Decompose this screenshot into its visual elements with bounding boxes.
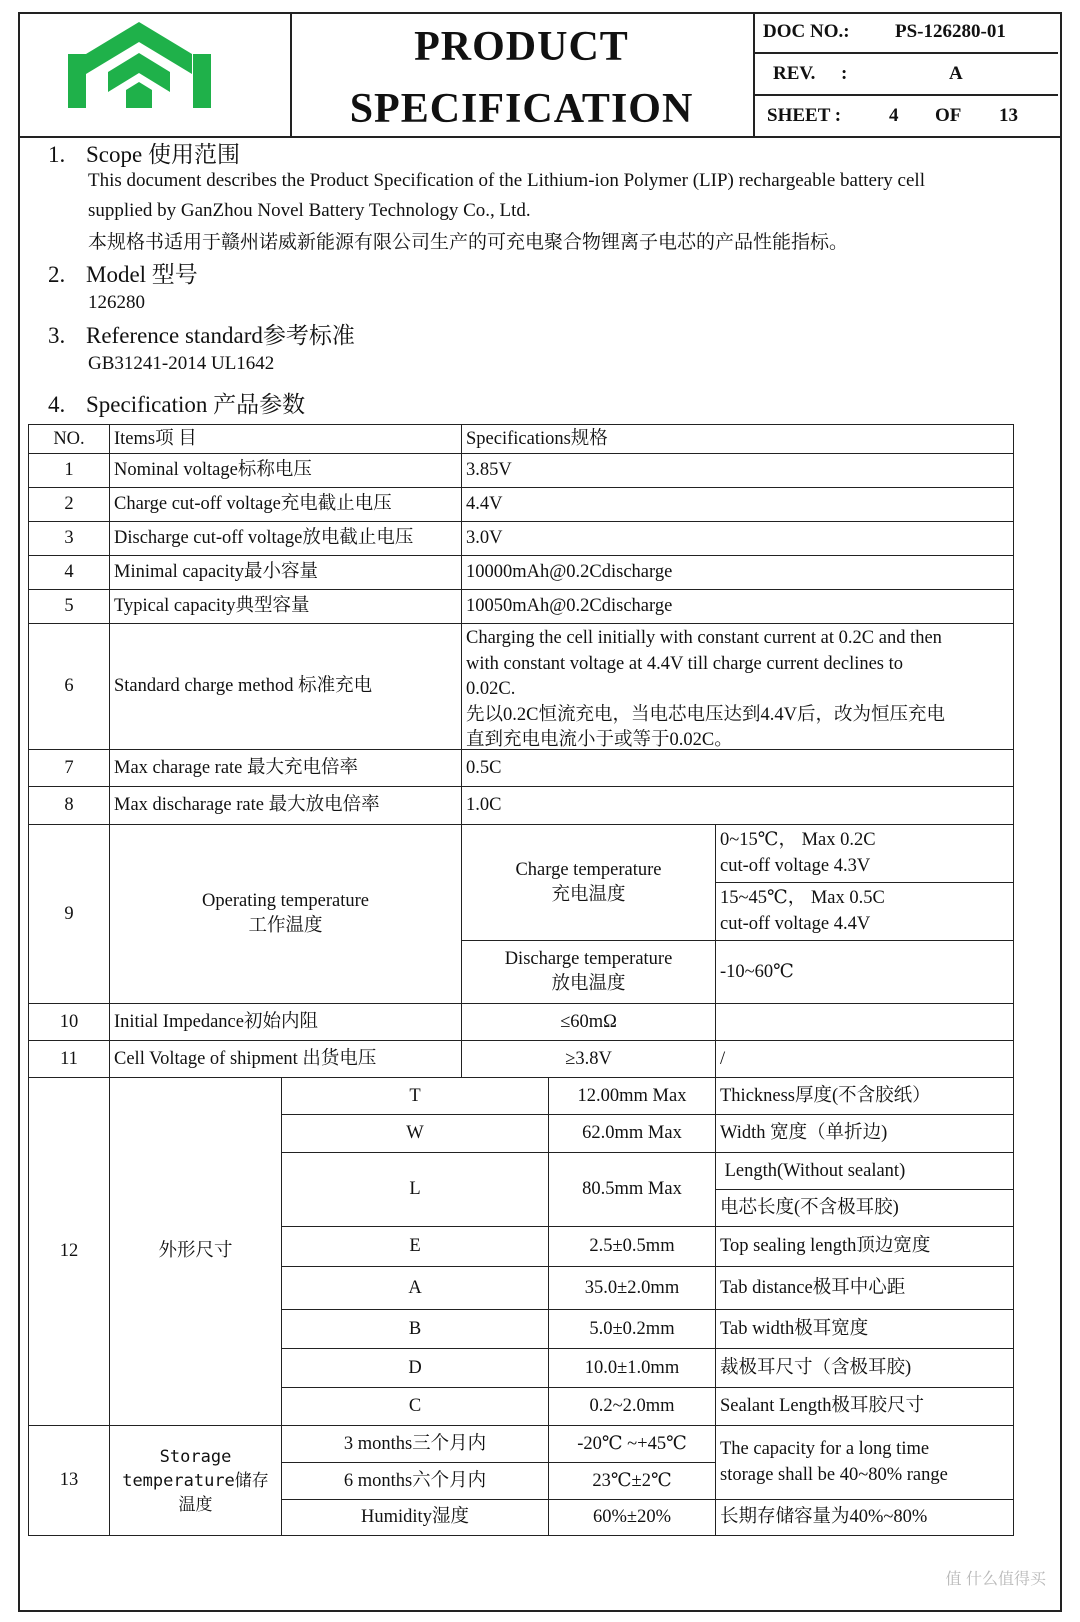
row-4-spec: 10000mAh@0.2Cdischarge — [461, 555, 1014, 590]
dimension-desc: Width 宽度（单折边) — [715, 1114, 1014, 1153]
row-6-spec-line: 直到充电电流小于或等于0.02C。 — [466, 730, 733, 750]
sheet-row — [753, 96, 1058, 136]
storage-note-line: storage shall be 40~80% range — [720, 1465, 948, 1485]
row-8-item: Max discharage rate 最大放电倍率 — [109, 786, 462, 825]
storage-value: -20℃ ~+45℃ — [548, 1425, 716, 1463]
row-4-item: Minimal capacity最小容量 — [109, 555, 462, 590]
row-11-note: / — [715, 1040, 1014, 1078]
row-10-item: Initial Impedance初始内阻 — [109, 1003, 462, 1041]
row-13-item-line: Storage — [159, 1446, 232, 1467]
charge-range-1 — [715, 824, 1014, 883]
scope-text-1: This document describes the Product Specification of the Lithium-ion Polymer (LIP) rechargeable battery cell — [88, 170, 925, 191]
section-2-heading — [48, 256, 198, 289]
charge-temperature-en: Charge temperature — [515, 859, 662, 880]
row-9-item-cn: 工作温度 — [248, 916, 323, 936]
discharge-temperature-value: -10~60℃ — [715, 940, 1014, 1004]
row-5-no: 5 — [28, 589, 110, 624]
section-number: 3. — [48, 323, 66, 348]
dimension-desc: Tab width极耳宽度 — [715, 1309, 1014, 1349]
storage-note-cn: 长期存储容量为40%~80% — [715, 1499, 1014, 1536]
row-12-item: 外形尺寸 — [109, 1077, 282, 1426]
discharge-temperature-en: Discharge temperature — [504, 949, 673, 969]
rev-colon: : — [841, 63, 848, 84]
doc-no-row — [753, 12, 1058, 54]
dimension-value: 80.5mm Max — [548, 1152, 716, 1227]
section-4-heading — [48, 386, 305, 419]
row-3-no: 3 — [28, 521, 110, 556]
dimension-symbol: A — [281, 1266, 549, 1310]
storage-note — [715, 1425, 1014, 1500]
dimension-value: 5.0±0.2mm — [548, 1309, 716, 1349]
row-6-spec — [461, 623, 1014, 750]
dimension-symbol: L — [281, 1152, 549, 1227]
row-1-spec: 3.85V — [461, 453, 1014, 488]
dimension-symbol: T — [281, 1077, 549, 1115]
table-header-items: Items项 目 — [109, 424, 462, 454]
row-6-spec-line: with constant voltage at 4.4V till charge current declines to — [466, 653, 904, 674]
sheet-of: OF — [935, 105, 962, 126]
dimension-value: 35.0±2.0mm — [548, 1266, 716, 1310]
row-9-item-en: Operating temperature — [202, 891, 369, 911]
storage-value: 60%±20% — [548, 1499, 716, 1536]
row-13-item-line: 温度 — [178, 1494, 213, 1515]
row-5-item: Typical capacity典型容量 — [109, 589, 462, 624]
dimension-desc: Sealant Length极耳胶尺寸 — [715, 1387, 1014, 1426]
row-6-spec-line: 先以0.2C恒流充电，当电芯电压达到4.4V后，改为恒压充电 — [466, 704, 945, 725]
row-7-no: 7 — [28, 749, 110, 787]
rev-value: A — [949, 63, 963, 84]
company-logo — [18, 12, 290, 136]
doc-no-value: PS-126280-01 — [895, 21, 1006, 42]
standard-text: GB31241-2014 UL1642 — [88, 353, 275, 374]
discharge-temperature-cn: 放电温度 — [551, 974, 626, 994]
charge-temperature-cn: 充电温度 — [551, 884, 626, 905]
row-8-no: 8 — [28, 786, 110, 825]
row-13-item — [109, 1425, 282, 1536]
row-6-item: Standard charge method 标准充电 — [109, 623, 462, 750]
row-1-no: 1 — [28, 453, 110, 488]
row-3-item: Discharge cut-off voltage放电截止电压 — [109, 521, 462, 556]
row-6-spec-line: Charging the cell initially with constant current at 0.2C and then — [466, 628, 942, 648]
storage-condition: 6 months六个月内 — [281, 1462, 549, 1500]
dimension-symbol: B — [281, 1309, 549, 1349]
discharge-temperature-label — [461, 940, 716, 1004]
scope-text-2: supplied by GanZhou Novel Battery Technology Co., Ltd. — [88, 200, 531, 221]
logo-cell — [18, 12, 292, 136]
section-number: 2. — [48, 262, 66, 287]
sheet-label: SHEET : — [767, 105, 842, 126]
row-9-item — [109, 824, 462, 1004]
row-7-spec: 0.5C — [461, 749, 1014, 787]
storage-condition: 3 months三个月内 — [281, 1425, 549, 1463]
row-7-item: Max charage rate 最大充电倍率 — [109, 749, 462, 787]
dimension-desc: Top sealing length顶边宽度 — [715, 1226, 1014, 1267]
watermark: 值 什么值得买 — [945, 1571, 1046, 1588]
dimension-value: 12.00mm Max — [548, 1077, 716, 1115]
dimension-value: 0.2~2.0mm — [548, 1387, 716, 1426]
title-line-1: PRODUCT — [414, 24, 629, 70]
charge-range-2-b: cut-off voltage 4.4V — [720, 914, 871, 934]
row-11-no: 11 — [28, 1040, 110, 1078]
dimension-symbol: W — [281, 1114, 549, 1153]
doc-info-cell — [753, 12, 1058, 136]
section-number: 4. — [48, 392, 66, 417]
dimension-value: 62.0mm Max — [548, 1114, 716, 1153]
charge-range-1-a: 0~15℃， Max 0.2C — [720, 830, 876, 850]
row-2-item: Charge cut-off voltage充电截止电压 — [109, 487, 462, 522]
table-header-spec: Specifications规格 — [461, 424, 1014, 454]
dimension-value: 10.0±1.0mm — [548, 1348, 716, 1388]
row-5-spec: 10050mAh@0.2Cdischarge — [461, 589, 1014, 624]
title-line-2: SPECIFICATION — [349, 86, 694, 132]
dimension-desc: 裁极耳尺寸（含极耳胶) — [715, 1348, 1014, 1388]
dimension-symbol: D — [281, 1348, 549, 1388]
dimension-desc: Tab distance极耳中心距 — [715, 1266, 1014, 1310]
charge-range-1-b: cut-off voltage 4.3V — [720, 856, 871, 876]
dimension-desc: Thickness厚度(不含胶纸） — [715, 1077, 1014, 1115]
row-11-spec: ≥3.8V — [461, 1040, 716, 1078]
section-1-heading — [48, 136, 240, 169]
charge-range-2-a: 15~45℃， Max 0.5C — [720, 888, 885, 908]
rev-row — [753, 54, 1058, 96]
storage-condition: Humidity湿度 — [281, 1499, 549, 1536]
sheet-total: 13 — [999, 105, 1018, 126]
row-2-no: 2 — [28, 487, 110, 522]
doc-no-label: DOC NO.: — [763, 21, 850, 42]
row-10-no: 10 — [28, 1003, 110, 1041]
specification-table — [28, 424, 1046, 1536]
section-title: Specification 产品参数 — [86, 392, 306, 417]
row-1-item: Nominal voltage标称电压 — [109, 453, 462, 488]
row-12-no: 12 — [28, 1077, 110, 1426]
sheet-page: 4 — [889, 105, 899, 126]
charge-temperature-label — [461, 824, 716, 941]
table-header-no: NO. — [28, 424, 110, 454]
dimension-value: 2.5±0.5mm — [548, 1226, 716, 1267]
row-13-item-line: temperature储存 — [122, 1470, 269, 1491]
row-9-no: 9 — [28, 824, 110, 1004]
section-title: Scope 使用范围 — [86, 142, 240, 167]
document-header — [18, 12, 1062, 138]
rev-label: REV. — [773, 63, 816, 84]
row-6-spec-line: 0.02C. — [466, 679, 516, 699]
row-8-spec: 1.0C — [461, 786, 1014, 825]
dimension-symbol: E — [281, 1226, 549, 1267]
dimension-desc-cn: 电芯长度(不含极耳胶) — [715, 1189, 1014, 1227]
row-3-spec: 3.0V — [461, 521, 1014, 556]
row-10-spec: ≤60mΩ — [461, 1003, 716, 1041]
dimension-symbol: C — [281, 1387, 549, 1426]
scope-text-3: 本规格书适用于赣州诺威新能源有限公司生产的可充电聚合物锂离子电芯的产品性能指标。 — [88, 232, 849, 253]
storage-value: 23℃±2℃ — [548, 1462, 716, 1500]
charge-range-2 — [715, 882, 1014, 941]
section-3-heading — [48, 317, 355, 350]
row-10-note — [715, 1003, 1014, 1041]
storage-note-line: The capacity for a long time — [720, 1439, 930, 1459]
row-2-spec: 4.4V — [461, 487, 1014, 522]
row-4-no: 4 — [28, 555, 110, 590]
section-number: 1. — [48, 142, 66, 167]
dimension-desc: Length(Without sealant) — [715, 1152, 1014, 1190]
model-text: 126280 — [88, 292, 145, 313]
row-6-no: 6 — [28, 623, 110, 750]
row-11-item: Cell Voltage of shipment 出货电压 — [109, 1040, 462, 1078]
title-cell — [290, 12, 755, 136]
row-13-no: 13 — [28, 1425, 110, 1536]
section-title: Reference standard参考标准 — [86, 323, 355, 348]
section-title: Model 型号 — [86, 262, 198, 287]
